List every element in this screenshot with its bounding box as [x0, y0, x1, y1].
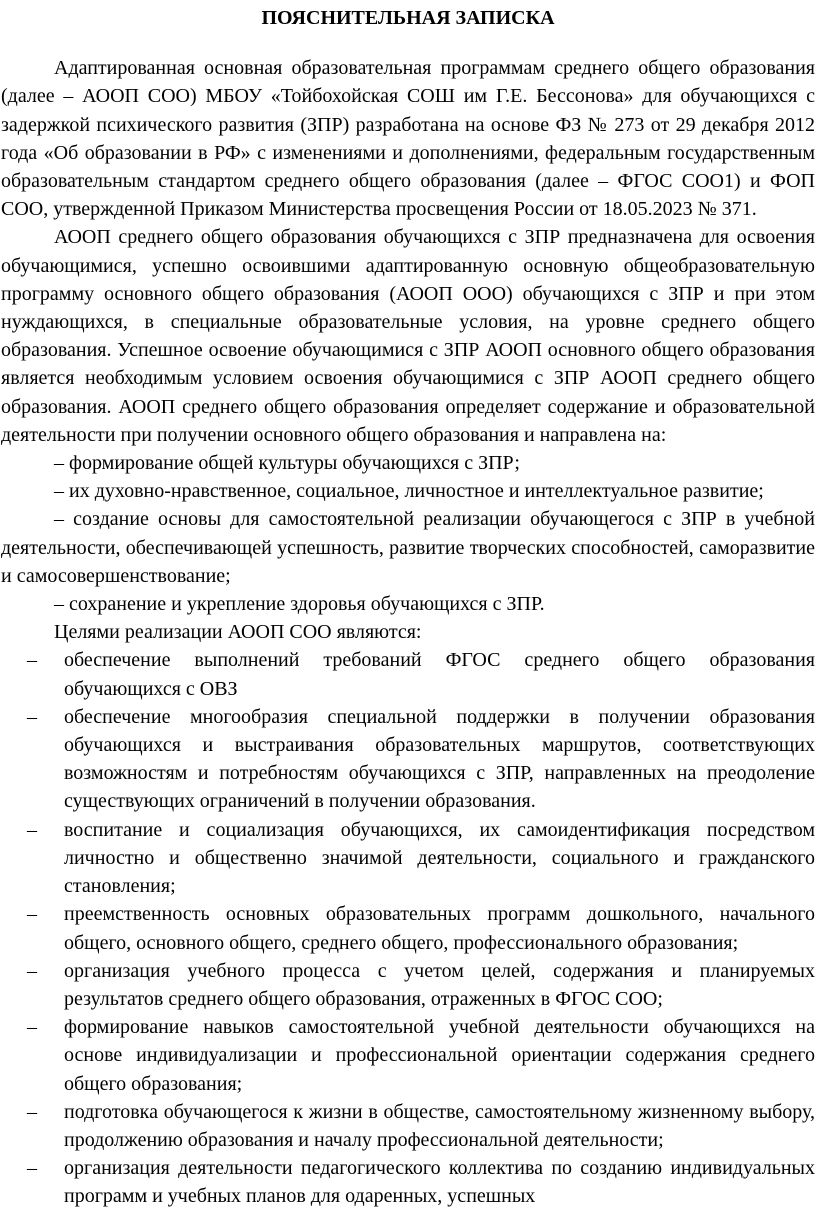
goal-text: формирование навыков самостоятельной учебной деятельности обучающихся на основе индивидуализации и профессиональной ориентации содержания среднего общего образования; [64, 1016, 815, 1095]
dash-marker: – [27, 705, 37, 728]
goal-text: обеспечение выполнений требований ФГОС среднего общего образования обучающихся с ОВЗ [64, 649, 815, 700]
goal-item [1, 957, 815, 1013]
dash-marker: – [27, 649, 37, 672]
goal-item [1, 1098, 815, 1154]
dash-marker: – [27, 818, 37, 841]
purpose-paragraph: АООП среднего общего образования обучающихся с ЗПР предназначена для освоения обучающимися, успешно освоившими адаптированную основную общеобразовательную программу основного общего образования (АООП ООО) обучающихся с ЗПР и при этом нуждающихся, в специальные образовательные условия, на уровне среднего общего образования. Успешное освоение обучающимися с ЗПР АООП основного общего образования является необходимым условием освоения обучающимися с ЗПР АООП среднего общего образования. АООП среднего общего образования определяет содержание и образовательной деятельности при получении основного общего образования и направлена на: [1, 226, 815, 446]
goal-item [1, 703, 815, 816]
dash-marker: – [27, 1016, 37, 1039]
document-title: ПОЯСНИТЕЛЬНАЯ ЗАПИСКА [261, 7, 555, 29]
goal-item [1, 816, 815, 901]
goal-item [1, 1154, 815, 1210]
direction-item: – сохранение и укрепление здоровья обучающихся с ЗПР. [54, 593, 545, 616]
goals-intro: Целями реализации АООП СОО являются: [54, 621, 422, 644]
direction-item: – создание основы для самостоятельной реализации обучающегося с ЗПР в учебной деятельности, обеспечивающей успешность, развитие творческих способностей, саморазвитие и самосовершенствование; [1, 508, 815, 587]
intro-paragraph: Адаптированная основная образовательная программам среднего общего образования (далее – АООП СОО) МБОУ «Тойбохойская СОШ им Г.Е. Бессонова» для обучающихся с задержкой психического развития (ЗПР) разработана на основе ФЗ № 273 от 29 декабря 2012 года «Об образовании в РФ» с изменениями и дополнениями, федеральным государственным образовательным стандартом среднего общего образования (далее – ФГОС СОО1) и ФОП СОО, утвержденной Приказом Министерства просвещения России от 18.05.2023 № 371. [1, 57, 815, 221]
goal-text: организация учебного процесса с учетом целей, содержания и планируемых результатов среднего общего образования, отраженных в ФГОС СОО; [64, 959, 815, 1010]
direction-item: – формирование общей культуры обучающихся с ЗПР; [54, 452, 520, 475]
dash-marker: – [27, 1157, 37, 1180]
directions-list [1, 449, 815, 618]
goal-text: организация деятельности педагогического коллектива по созданию индивидуальных программ и учебных планов для одаренных, успешных [64, 1157, 815, 1208]
goal-text: обеспечение многообразия специальной поддержки в получении образования обучающихся и выстраивания образовательных маршрутов, соответствующих возможностям и потребностям обучающихся с ЗПР, направленных на преодоление существующих ограничений в получении образования. [64, 705, 815, 813]
dash-marker: – [27, 959, 37, 982]
goal-item [1, 646, 815, 702]
goals-list [1, 646, 815, 1210]
goal-text: воспитание и социализация обучающихся, их самоидентификация посредством личностно и общественно значимой деятельности, социального и гражданского становления; [64, 818, 815, 898]
goal-item [1, 1013, 815, 1098]
goal-text: подготовка обучающегося к жизни в обществе, самостоятельному жизненному выбору, продолжению образования и началу профессиональной деятельности; [64, 1100, 815, 1151]
dash-marker: – [27, 1100, 37, 1123]
goal-text: преемственность основных образовательных программ дошкольного, начального общего, основного общего, среднего общего, профессионального образования; [64, 903, 815, 954]
dash-marker: – [27, 903, 37, 926]
goal-item [1, 900, 815, 956]
direction-item: – их духовно-нравственное, социальное, личностное и интеллектуальное развитие; [54, 480, 764, 503]
